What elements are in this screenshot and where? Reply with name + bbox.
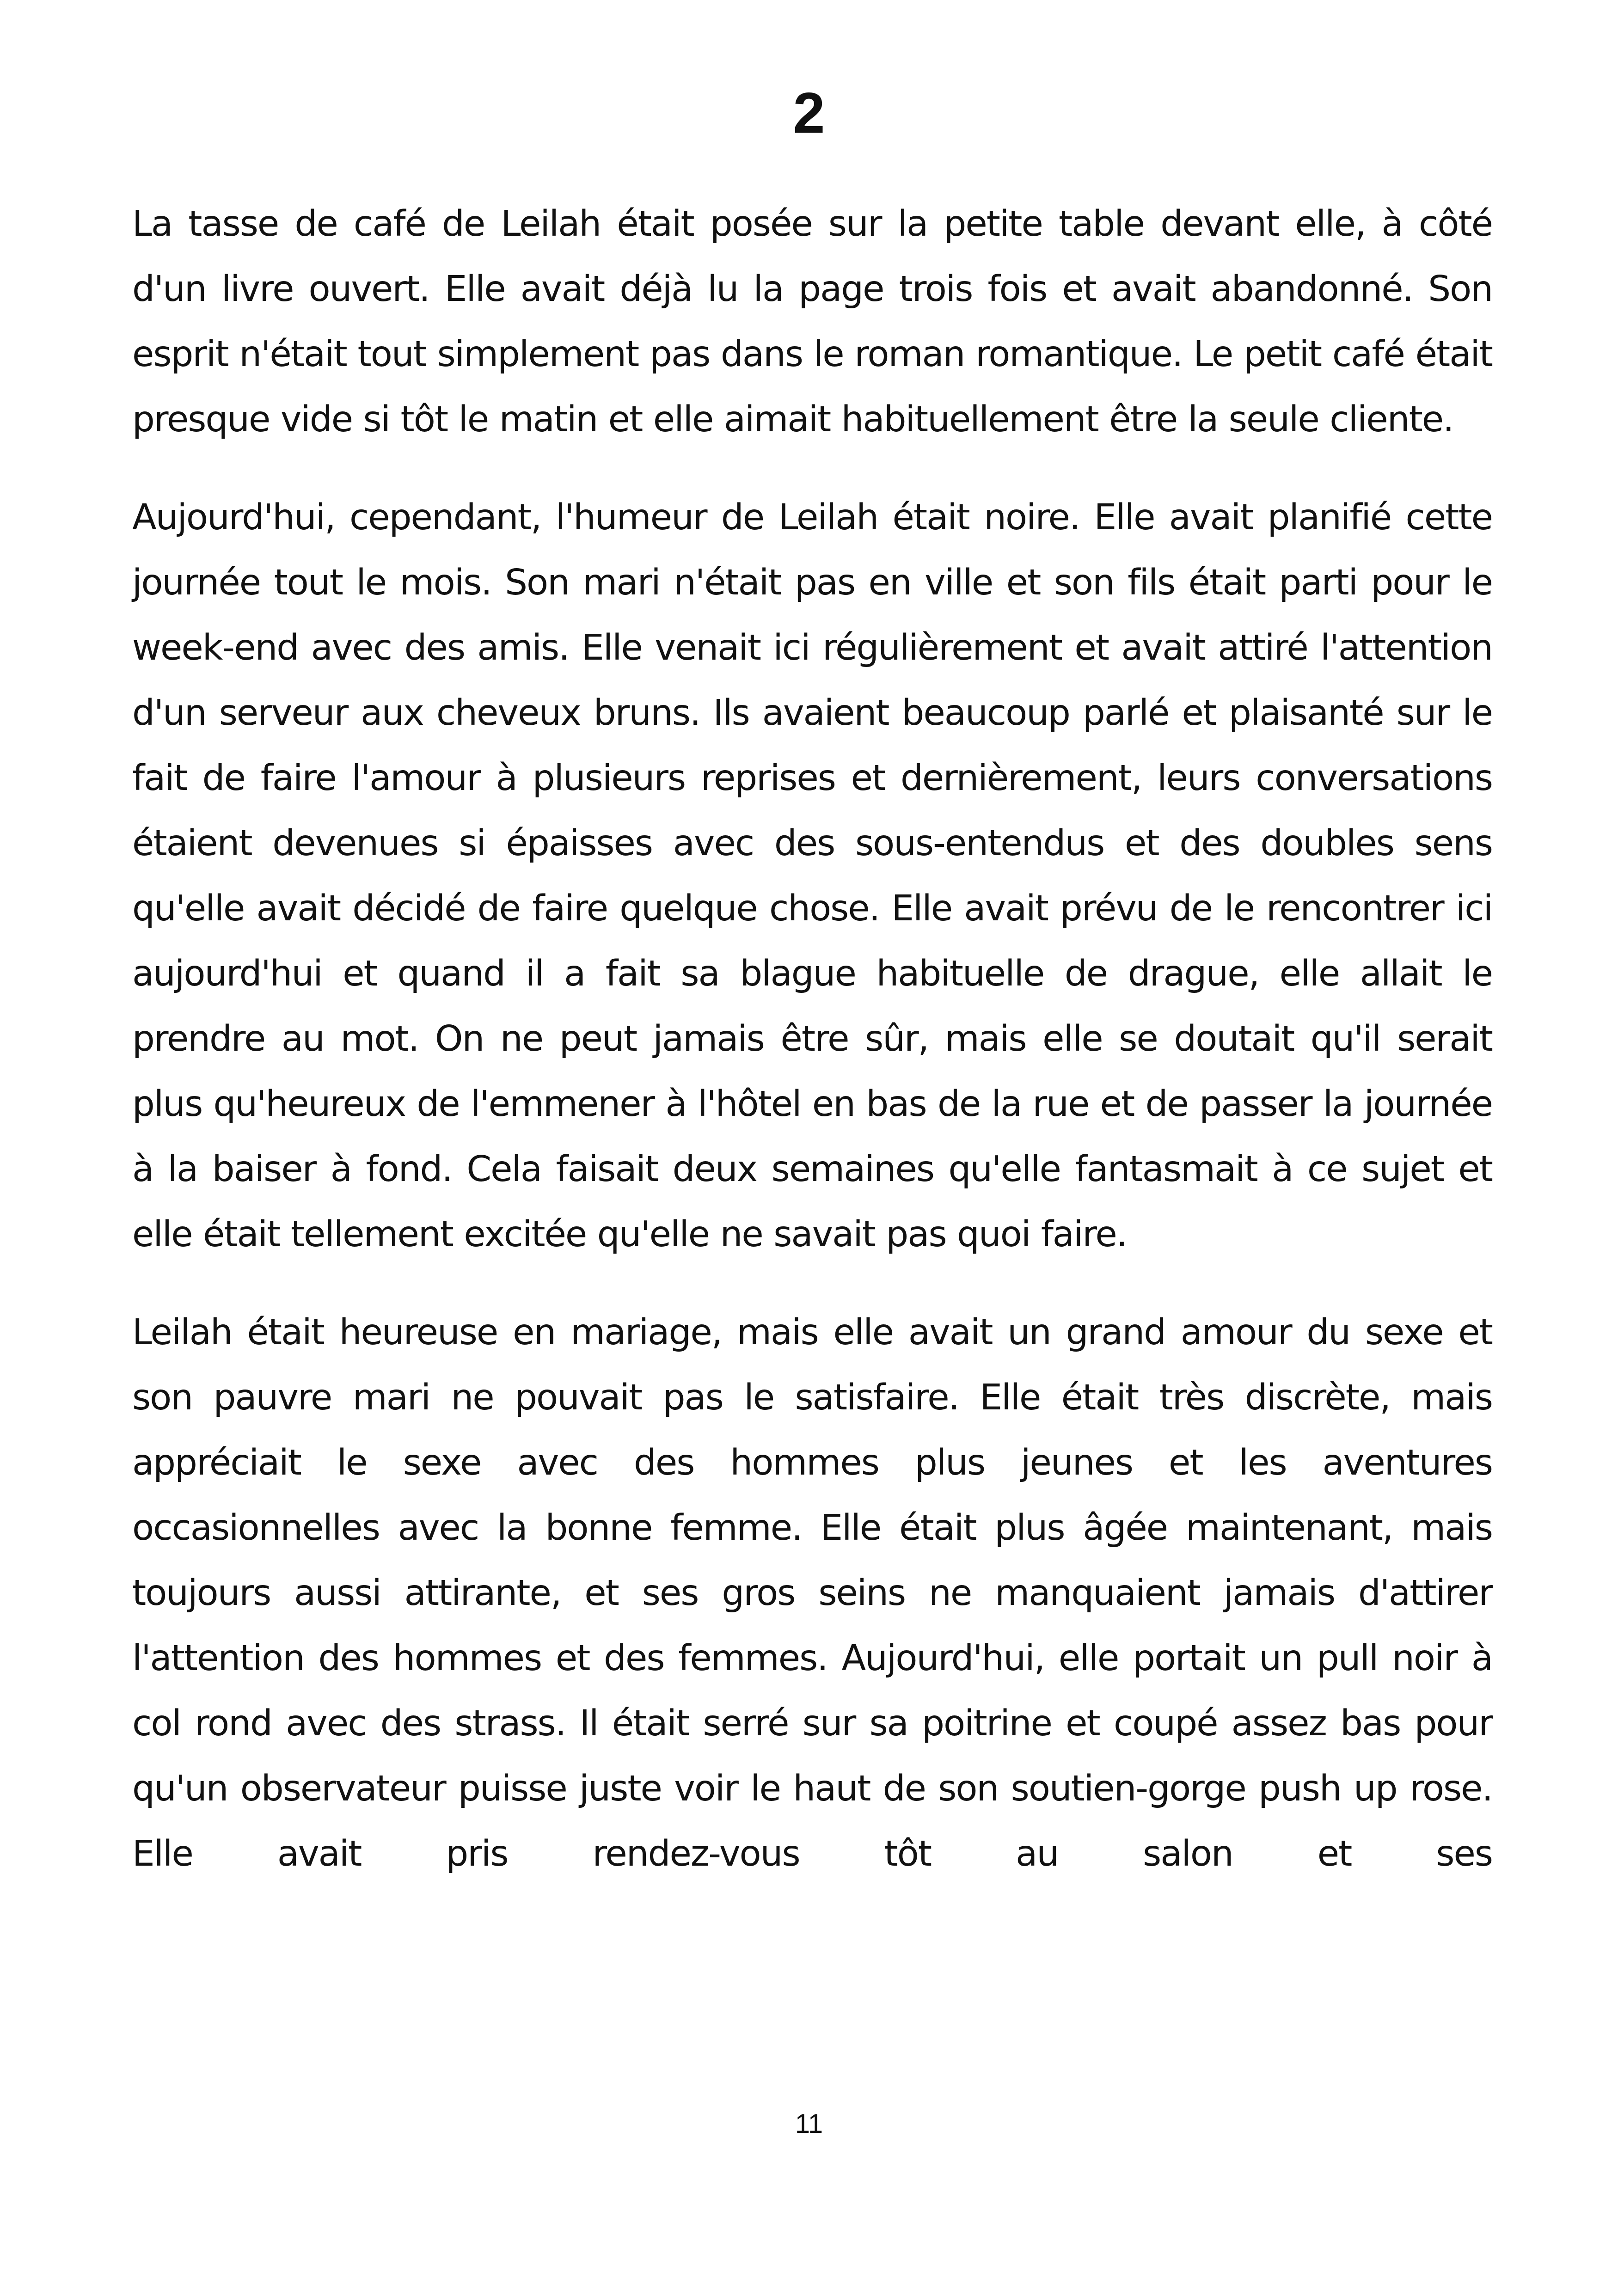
page-number: 11 [795, 2109, 823, 2139]
chapter-body [132, 191, 1492, 1886]
paragraph-1: La tasse de café de Leilah était posée sur la petite table devant elle, à côté d'un livre ouvert. Elle avait déjà lu la page trois fois et avait abandonné. Son esprit n'était tout simplement pas dans le roman romantique. Le petit café était presque vide si tôt le matin et elle aimait habituellement être la seule cliente. [132, 203, 1492, 440]
chapter-number: 2 [793, 81, 825, 145]
paragraph-3: Leilah était heureuse en mariage, mais elle avait un grand amour du sexe et son pauvre mari ne pouvait pas le satisfaire. Elle était très discrète, mais appréciait le sexe avec des hommes plus jeunes et les aventures occasionnelles avec la bonne femme. Elle était plus âgée maintenant, mais toujours aussi attirante, et ses gros seins ne manquaient jamais d'attirer l'attention des hommes et des femmes. Aujourd'hui, elle portait un pull noir à col rond avec des strass. Il était serré sur sa poitrine et coupé assez bas pour qu'un observateur puisse juste voir le haut de son soutien-gorge push up rose. Elle avait pris rendez-vous tôt au salon et ses [132, 1312, 1492, 1874]
paragraph-2: Aujourd'hui, cependant, l'humeur de Leilah était noire. Elle avait planifié cette journée tout le mois. Son mari n'était pas en ville et son fils était parti pour le week-end avec des amis. Elle venait ici régulièrement et avait attiré l'attention d'un serveur aux cheveux bruns. Ils avaient beaucoup parlé et plaisanté sur le fait de faire l'amour à plusieurs reprises et dernièrement, leurs conversations étaient devenues si épaisses avec des sous-entendus et des doubles sens qu'elle avait décidé de faire quelque chose. Elle avait prévu de le rencontrer ici aujourd'hui et quand il a fait sa blague habituelle de drague, elle allait le prendre au mot. On ne peut jamais être sûr, mais elle se doutait qu'il serait plus qu'heureux de l'emmener à l'hôtel en bas de la rue et de passer la journée à la baiser à fond. Cela faisait deux semaines qu'elle fantasmait à ce sujet et elle était tellement excitée qu'elle ne savait pas quoi faire. [132, 497, 1492, 1255]
